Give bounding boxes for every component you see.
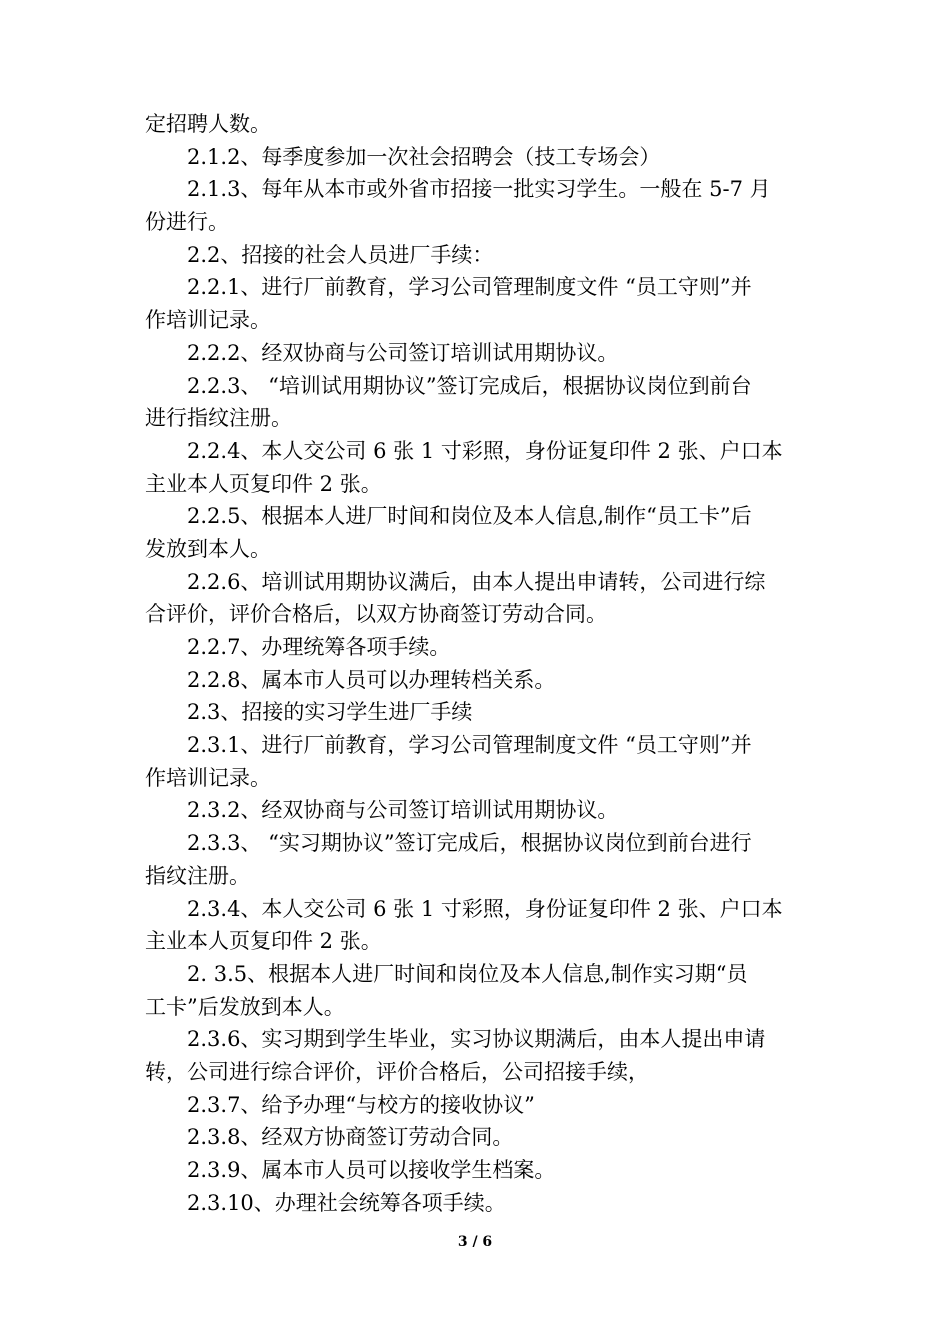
text-line-2-1-3-cont: 份进行。 [145,210,229,235]
text-line-2-3-4-cont: 主业本人页复印件 2 张。 [145,929,382,954]
text-line-2-2-5-cont: 发放到本人。 [145,536,271,561]
text-line-2-3-6-cont: 转，公司进行综合评价，评价合格后，公司招接手续， [145,1059,649,1084]
text-line-2-2-3-cont: 进行指纹注册。 [145,406,292,431]
text-line-2-2-6: 2.2.6、培训试用期协议满后，由本人提出申请转，公司进行综 [187,569,766,594]
text-line-2-2-7: 2.2.7、办理统筹各项手续。 [187,635,451,659]
text-line-2-3-2: 2.3.2、经双协商与公司签订培训试用期协议。 [187,798,619,823]
text-line-2-2-4-cont: 主业本人页复印件 2 张。 [145,471,382,496]
text-line-2-3-9: 2.3.9、属本市人员可以接收学生档案。 [187,1158,556,1182]
text-line-2-3-1-cont: 作培训记录。 [145,765,271,790]
text-line-2-3-10: 2.3.10、办理社会统筹各项手续。 [187,1190,506,1215]
section-heading-2-2: 2.2、招接的社会人员进厂手续： [187,242,494,267]
text-line-2-3-5: 2. 3.5、根据本人进厂时间和岗位及本人信息,制作实习期“员 [187,961,748,986]
text-line-2-2-8: 2.2.8、属本市人员可以办理转档关系。 [187,667,556,692]
text-line-2-2-3: 2.2.3、 “培训试用期协议”签订完成后，根据协议岗位到前台 [187,373,752,398]
text-line-2-2-4: 2.2.4、本人交公司 6 张 1 寸彩照，身份证复印件 2 张、户口本 [187,438,783,463]
text-line-2-2-2: 2.2.2、经双协商与公司签订培训试用期协议。 [187,340,619,365]
text-line-2-3-1: 2.3.1、进行厂前教育，学习公司管理制度文件 “员工守则”并 [187,733,752,758]
text-line-2-3-4: 2.3.4、本人交公司 6 张 1 寸彩照，身份证复印件 2 张、户口本 [187,896,783,921]
document-body [145,108,813,1219]
text-line-2-3-7: 2.3.7、给予办理“与校方的接收协议” [187,1092,535,1117]
text-line-2-3-5-cont: 工卡”后发放到本人。 [145,994,345,1019]
text-line-2-2-1: 2.2.1、进行厂前教育，学习公司管理制度文件 “员工守则”并 [187,275,752,300]
text-line-2-3-3-cont: 指纹注册。 [145,863,250,888]
text-line-2-2-6-cont: 合评价，评价合格后，以双方协商签订劳动合同。 [145,602,607,627]
text-line-2-2-1-cont: 作培训记录。 [145,308,271,333]
text-line-2-3-3: 2.3.3、 “实习期协议”签订完成后，根据协议岗位到前台进行 [187,831,752,856]
text-line-2-3-8: 2.3.8、经双方协商签订劳动合同。 [187,1125,514,1150]
text-line-2-1-2: 2.1.2、每季度参加一次社会招聘会（技工专场会） [187,144,661,169]
page-number: 3 / 6 [457,1234,493,1250]
text-line-continuation: 定招聘人数。 [145,112,271,136]
section-heading-2-3: 2.3、招接的实习学生进厂手续 [187,700,473,725]
text-line-2-2-5: 2.2.5、根据本人进厂时间和岗位及本人信息,制作“员工卡”后 [187,504,752,529]
text-line-2-3-6: 2.3.6、实习期到学生毕业，实习协议期满后，由本人提出申请 [187,1027,766,1052]
text-line-2-1-3: 2.1.3、每年从本市或外省市招接一批实习学生。一般在 5-7 月 [187,177,771,202]
